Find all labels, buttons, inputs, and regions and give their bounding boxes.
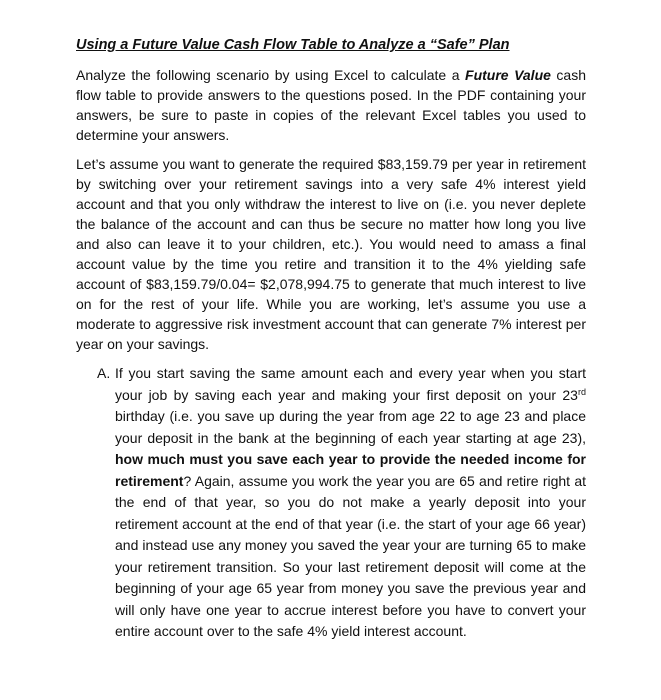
question-text-part3: ? Again, assume you work the year you are 65 and retire right at the end of that year, so you do not make a yearly deposit into your retirement account at the end of that year (i.e. the start of your age 66 year) and instead use any money you saved the year your are turning 65 to make your retirement transition. So your last retirement deposit will come at the beginning of your age 65 year from money you save the previous year and will only have one year to accrue interest before you have to convert your entire account over to the safe 4% yield interest account. (115, 472, 586, 639)
document-title: Using a Future Value Cash Flow Table to Analyze a “Safe” Plan (76, 37, 510, 53)
ordinal-suffix: rd (577, 386, 586, 397)
scenario-paragraph: Let’s assume you want to generate the required $83,159.79 per year in retirement by switching over your retirement savings into a very safe 4% interest yield account and that you only withdraw the interest to live on (i.e. you never deplete the balance of the account and can thus be secure no matter how long you live and also can leave it to your children, etc.). You would need to amass a final account value by the time you retire and transition it to the 4% yielding safe account of $83,159.79/0.04= $2,078,994.75 to generate that much interest to live on for the rest of your life. While you are working, let’s assume you use a moderate to aggressive risk investment account that can generate 7% interest per year on your savings. (76, 156, 586, 352)
intro-paragraph (76, 65, 586, 145)
document-page (76, 36, 586, 643)
intro-text-part2: cash flow table to provide answers to the questions posed. In the PDF containing your answers, be sure to paste in copies of the relevant Excel tables you used to determine your answers. (76, 67, 587, 143)
question-bold-prompt: how much must you save each year to provide the needed income for retirement (115, 451, 586, 489)
question-item (76, 363, 586, 643)
question-text-part1: If you start saving the same amount each and every year when you start your job by saving each year and making your first deposit on your 23 (115, 365, 586, 403)
question-list (76, 363, 586, 643)
question-marker: A. (97, 365, 111, 381)
intro-emphasis: Future Value (465, 67, 551, 83)
question-text-part2: birthday (i.e. you save up during the year from age 22 to age 23 and place your deposit in the bank at the beginning of each year starting at age 23), (115, 408, 586, 446)
intro-text-part1: Analyze the following scenario by using Excel to calculate a (76, 67, 466, 83)
